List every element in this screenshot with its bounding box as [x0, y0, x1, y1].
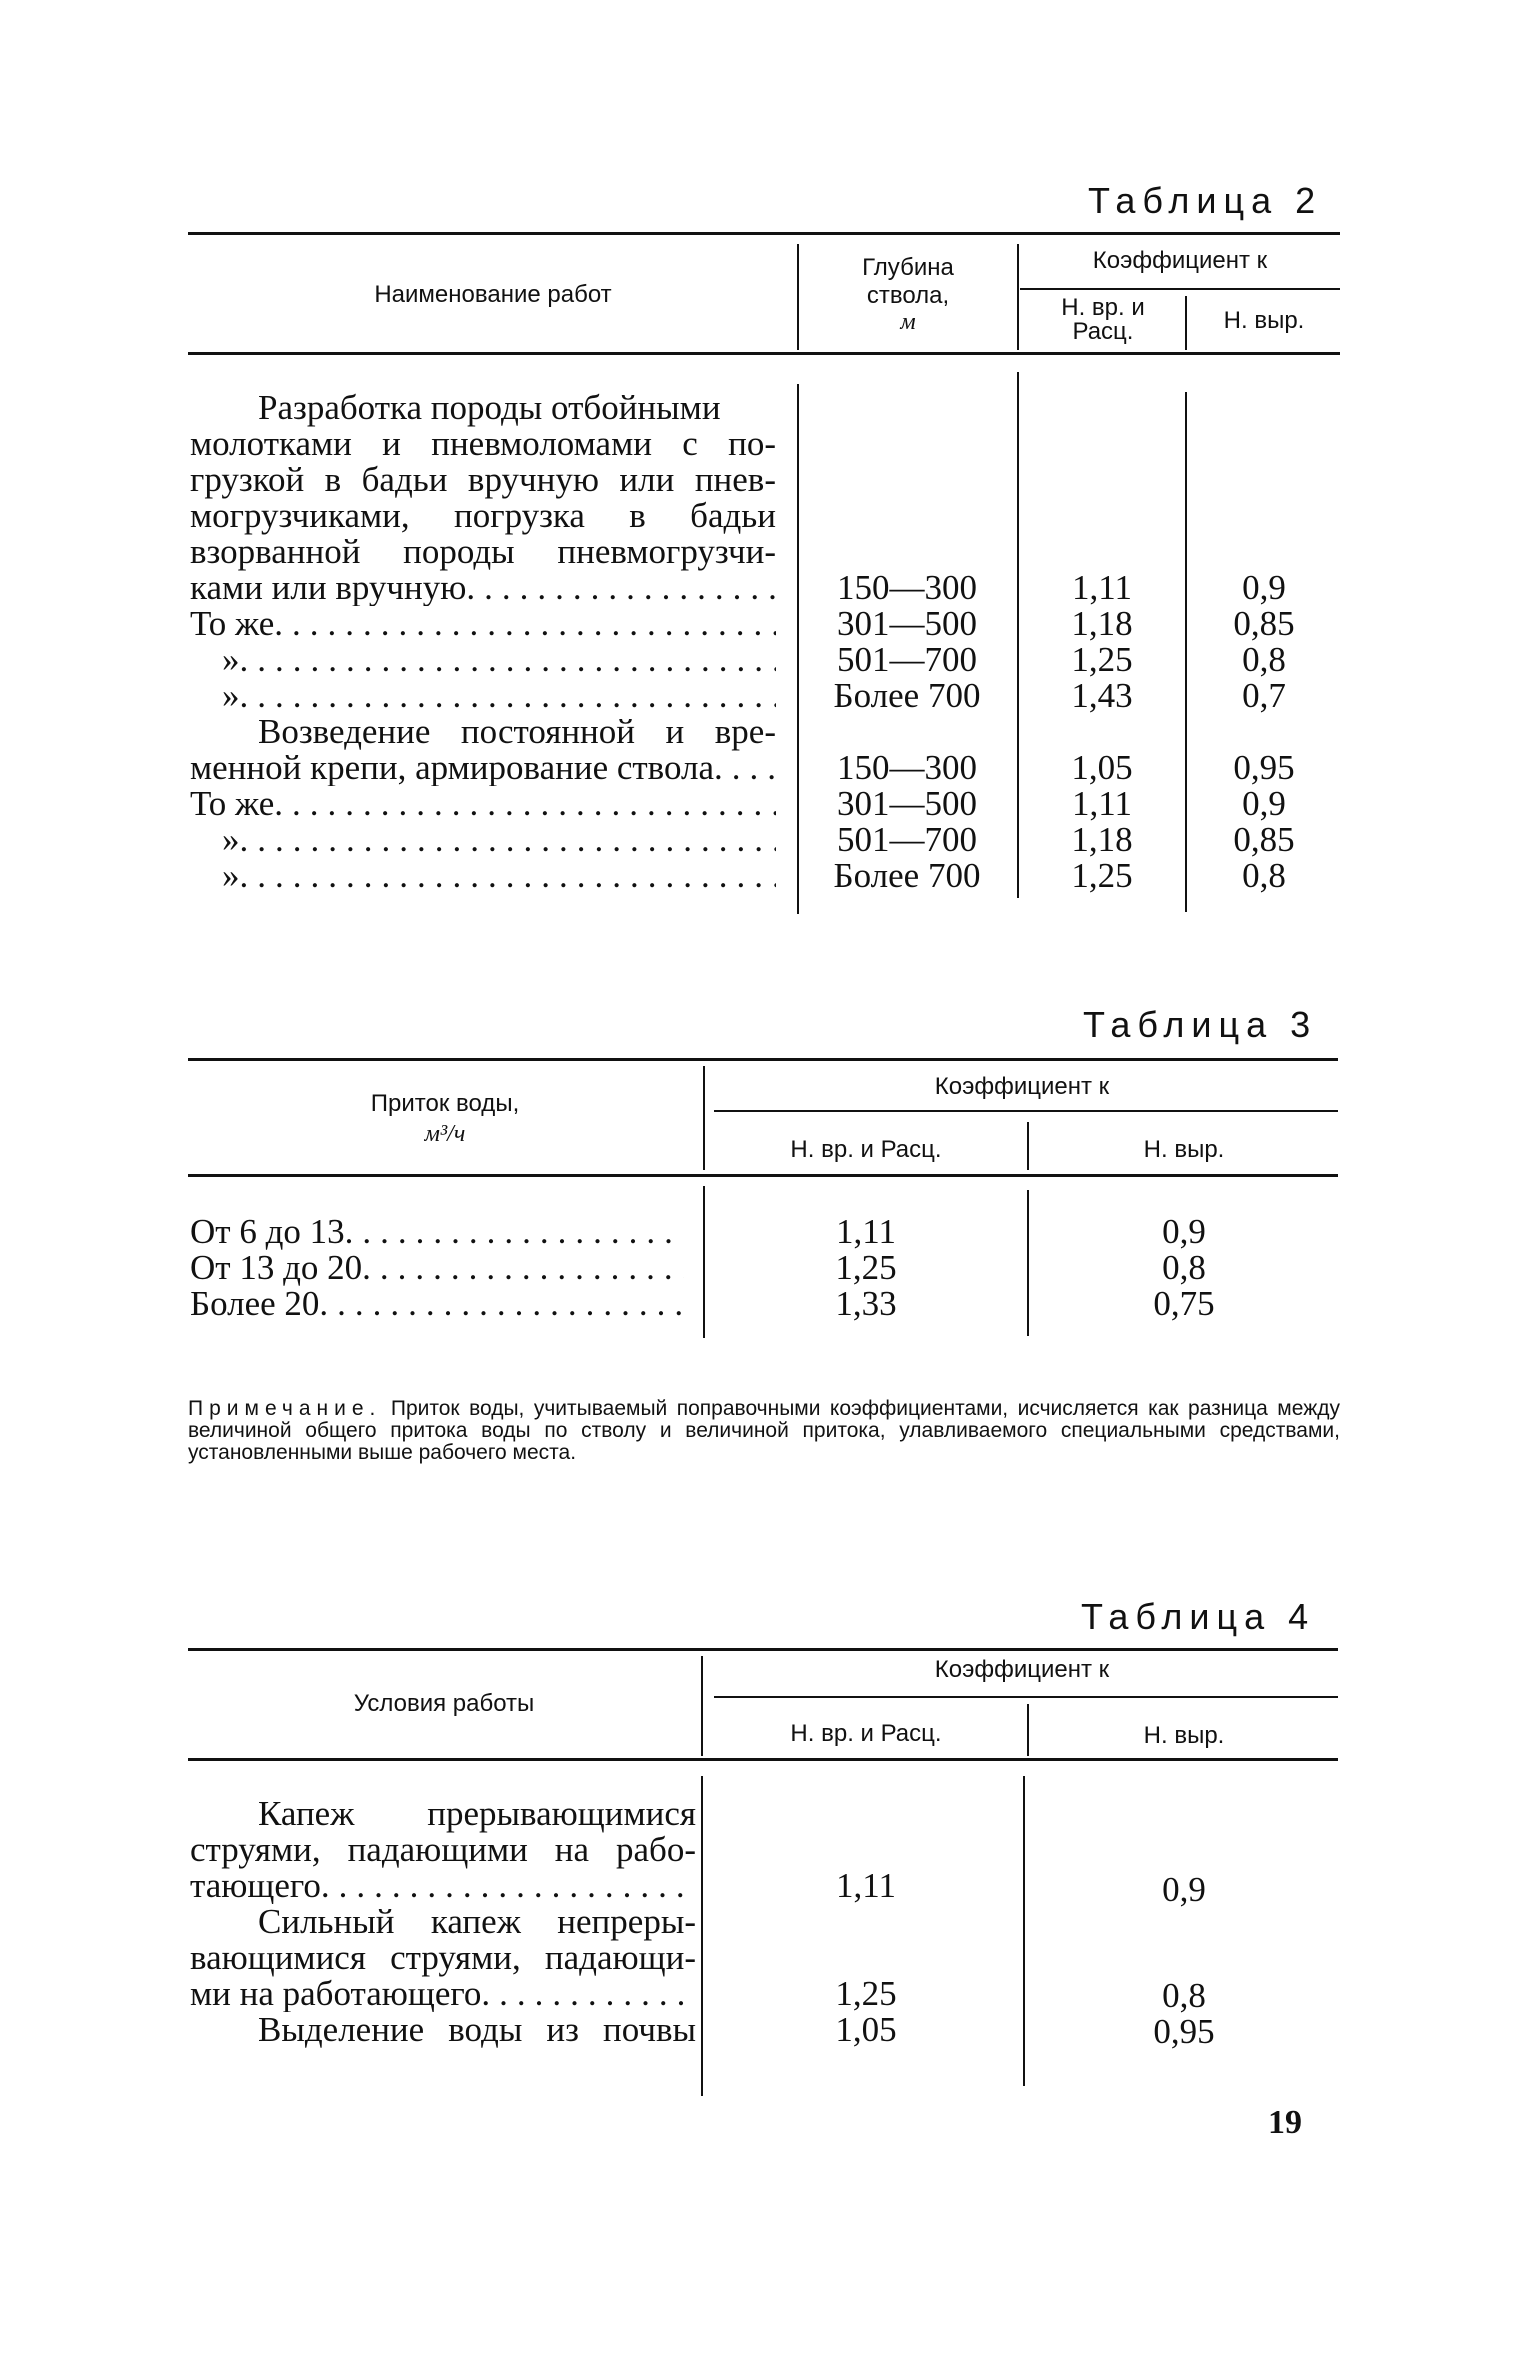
table3-body-vline-2	[1027, 1190, 1029, 1336]
row-label: ками или вручную	[190, 570, 467, 606]
table2-nvyr: 0,95	[1233, 748, 1295, 787]
table2-nvyr: 0,85	[1233, 820, 1295, 859]
table2-row	[190, 606, 776, 642]
note-text: Приток воды, учитываемый поправочными коэффициентами, исчисляется как разница между величиной общего притока воды по стволу и величиной притока, улавливаемого специальными средствами, установленными выше рабочего места.	[188, 1397, 1340, 1464]
table2-row	[222, 678, 776, 714]
table2-group1-line-4: могрузчиками, погрузка в бадьи	[190, 496, 776, 535]
table2-row	[222, 822, 776, 858]
table4-top-rule	[188, 1648, 1338, 1651]
table4-row2-line-1: Сильный капеж непреры-	[258, 1902, 696, 1941]
row-label: То же	[190, 786, 275, 822]
table4-sub-rule	[714, 1696, 1338, 1698]
table3-nvyr: 0,8	[1162, 1248, 1206, 1287]
table2-depth: 501—700	[837, 820, 977, 859]
table3-nvr: 1,25	[835, 1248, 897, 1287]
table2-nvr: 1,25	[1071, 640, 1133, 679]
table4-row1-nvr: 1,11	[836, 1866, 896, 1905]
row-label: Более 20	[190, 1286, 320, 1322]
table3-nvyr: 0,75	[1153, 1284, 1215, 1323]
row-label: ми на работающего	[190, 1976, 482, 2012]
row-label: От 13 до 20	[190, 1250, 363, 1286]
table2-group1-line-3: грузкой в бадьи вручную или пнев-	[190, 460, 776, 499]
table2-depth: 150—300	[837, 568, 977, 607]
table2-nvr: 1,25	[1071, 856, 1133, 895]
table2-header-depth-3: м	[900, 309, 916, 335]
table4-row3-nvr: 1,05	[835, 2010, 897, 2049]
table2-nvr: 1,18	[1071, 820, 1133, 859]
table4-header-rule	[188, 1758, 1338, 1761]
table2-depth: Более 700	[833, 676, 981, 715]
table2-group1-line-5: взорванной породы пневмогрузчи-	[190, 532, 776, 571]
table2-nvr: 1,18	[1071, 604, 1133, 643]
table4-header-vline-1	[701, 1656, 703, 1756]
row-label: »	[222, 678, 240, 714]
table3-row	[190, 1250, 684, 1286]
table2-depth: 301—500	[837, 604, 977, 643]
table3-header-coef: Коэффициент к	[934, 1073, 1110, 1100]
table2-header-nvyr: Н. выр.	[1223, 307, 1305, 334]
table4-header-nvyr: Н. выр.	[1143, 1722, 1225, 1749]
table3-top-rule	[188, 1058, 1338, 1061]
table4-row3-label: Выделение воды из почвы	[258, 2010, 696, 2049]
table3-title: Таблица 3	[1083, 1004, 1318, 1045]
table4-row2-nvyr: 0,8	[1162, 1976, 1206, 2015]
table3-nvr: 1,11	[836, 1212, 896, 1251]
table2-nvyr: 0,8	[1242, 640, 1286, 679]
table2-nvr: 1,05	[1071, 748, 1133, 787]
table2-sub-rule	[1020, 288, 1340, 290]
table3-header-vline-1	[703, 1066, 705, 1170]
table2-nvyr: 0,9	[1242, 784, 1286, 823]
table3-header-rule	[188, 1174, 1338, 1177]
table2-header-nvr-2: Расц.	[1072, 318, 1134, 345]
table2-group1-line-1: Разработка породы отбойными	[258, 388, 721, 427]
table4-header-vline-2	[1027, 1704, 1029, 1756]
table2-top-rule	[188, 232, 1340, 235]
table2-nvr: 1,43	[1071, 676, 1133, 715]
table2-nvyr: 0,8	[1242, 856, 1286, 895]
table3-nvr: 1,33	[835, 1284, 897, 1323]
table2-depth: 150—300	[837, 748, 977, 787]
table2-row	[190, 750, 776, 786]
table4-body-vline-1	[701, 1776, 703, 2096]
table2-nvr: 1,11	[1072, 568, 1132, 607]
table2-nvyr: 0,9	[1242, 568, 1286, 607]
table2-header-name: Наименование работ	[374, 281, 612, 308]
table4-row2-line-2: вающимися струями, падающи-	[190, 1938, 696, 1977]
table4-header-nvr: Н. вр. и Расц.	[790, 1720, 942, 1747]
table4-row2-last	[190, 1976, 690, 2012]
table2-group2-line-1: Возведение постоянной и вре-	[258, 712, 776, 751]
table2-nvyr: 0,7	[1242, 676, 1286, 715]
row-label: »	[222, 822, 240, 858]
table2-header-nvr-1: Н. вр. и	[1061, 294, 1145, 321]
table4-row1-nvyr: 0,9	[1162, 1870, 1206, 1909]
table4-row1-last	[190, 1868, 690, 1904]
table2-row	[222, 858, 776, 894]
table3-header-inflow-1: Приток воды,	[370, 1090, 520, 1117]
table4-row2-nvr: 1,25	[835, 1974, 897, 2013]
page-number: 19	[1268, 2104, 1302, 2141]
table3-header-vline-2	[1027, 1122, 1029, 1170]
row-label: »	[222, 858, 240, 894]
table4-title: Таблица 4	[1081, 1596, 1316, 1637]
table2-body-vline-3	[1185, 392, 1187, 912]
table2-nvyr: 0,85	[1233, 604, 1295, 643]
table3-nvyr: 0,9	[1162, 1212, 1206, 1251]
row-label: тающего	[190, 1868, 321, 1904]
row-label: От 6 до 13	[190, 1214, 345, 1250]
table4-header-coef: Коэффициент к	[934, 1656, 1110, 1683]
table2-header-vline-1	[797, 244, 799, 350]
table3-row	[190, 1286, 684, 1322]
table3-body-vline-1	[703, 1186, 705, 1338]
table2-header-rule	[188, 352, 1340, 355]
table2-depth: 501—700	[837, 640, 977, 679]
table2-body-vline-2	[1017, 372, 1019, 898]
table2-header-depth-2: ствола,	[866, 282, 950, 309]
table2-row	[222, 642, 776, 678]
table2-header-depth-1: Глубина	[862, 254, 954, 281]
table4-row1-line-2: струями, падающими на рабо-	[190, 1830, 696, 1869]
table4-header-cond: Условия работы	[353, 1690, 535, 1717]
table3-header-inflow-2: м³/ч	[424, 1121, 466, 1147]
table3-header-nvyr: Н. выр.	[1143, 1136, 1225, 1163]
table3-header-nvr: Н. вр. и Расц.	[790, 1136, 942, 1163]
table3-sub-rule	[714, 1110, 1338, 1112]
table3-row	[190, 1214, 684, 1250]
table2-depth: Более 700	[833, 856, 981, 895]
table2-body-vline-1	[797, 384, 799, 914]
note-prefix: Примечание.	[188, 1397, 382, 1420]
table4-row3-nvyr: 0,95	[1153, 2012, 1215, 2051]
table2-row	[190, 786, 776, 822]
table3-note	[188, 1398, 1340, 1464]
row-label: менной крепи, армирование ствола	[190, 750, 715, 786]
row-label: »	[222, 642, 240, 678]
table2-title: Таблица 2	[1088, 180, 1323, 221]
table2-header-vline-3	[1185, 296, 1187, 350]
table2-header-vline-2	[1017, 244, 1019, 350]
table2-header-coef: Коэффициент к	[1092, 247, 1268, 274]
table2-depth: 301—500	[837, 784, 977, 823]
row-label: То же	[190, 606, 275, 642]
table2-row	[190, 570, 776, 606]
table2-nvr: 1,11	[1072, 784, 1132, 823]
table2-group1-line-2: молотками и пневмоломами с по-	[190, 424, 776, 463]
table4-row1-line-1: Капеж прерывающимися	[258, 1794, 696, 1833]
